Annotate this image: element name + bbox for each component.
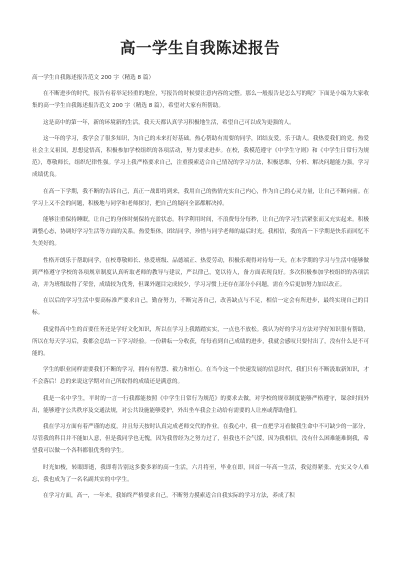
paragraph: 这一年的学习，我学会了很多知识，为自己的未来打好基础。热心帮助有需要的同学，团结友爱，乐于助人。我热爱我们的党，热爱社会主义祖国，思想觉悟高，积极参加学校组织的各项活动，努力要求进步。在校，我模范遵守《中学生守则》和《中学生日常行为规范》，尊敬师长，组织纪律性强。学习上我严格要求自己，注重摸索适合自己情况的学习方法，积极思维，分析、解决问题能力强，学习成绩优良。 (32, 135, 369, 179)
paragraph: 性格开朗乐于帮助同学，在校尊敬师长、热爱班级、品德端正、热爱劳动，积极乐观得对待每一天。在本学期的学习与生活中能够做到严格遵守学校的各项规章制度认真听取老师的教导与建议，严以律己，宽以待人，备方面表现良好。多次积极参加学校组织的各项活动，并为班级取得了荣誉，成绩较为优秀，但课外题目完成较少，学习习惯上还存在部分小问题，需在今后更加努力加以改正。 (32, 257, 369, 289)
paragraph: 我觉得高中生的首要任务还是学好文化知识，所以在学习上我踏踏实实，一点也不放松。我认为好的学习方法对学好知识很有帮助，所以在每天学习后，我都会总结一下学习经验。一份耕耘一分收获，每每看到自己成绩的进步，我就会感叹只要付出了，没有什么是不可能的。 (32, 326, 369, 358)
paragraph: 我是一名中学生，平时的一言一行我都能按照《中学生日常行为规范》的要求去做，对学校的规章制度能够严格遵守，课余时间外出，能够遵守公共秩序及交通法规，对公共设施能够爱护，外出坐车我会主动给有需要的人让座或帮助他们。 (32, 395, 369, 414)
paragraph: 高一学生自我陈述报告范文 200 字（精选 8 篇） (32, 75, 155, 81)
document-title: 高一学生自我陈述报告 (119, 39, 280, 57)
paragraph: 在高一下学期，我不断的告诉自己，真正一战即将到来，我用自己的热情充实自己内心，作为自己的心灵力量，让自己不断向前。在学习上又不会的问题，积极地与同学和老师探讨，把自己的疑问全部都解决掉。 (32, 188, 369, 207)
paragraph: 在学习方面，高一，一年来，我始终严格要求自己，不断努力摸索适合自我实际的学习方法，养成了积 (43, 493, 295, 500)
paragraph: 时光如梭，转眼即逝，我即将告别这多姿多彩的高一生活，六月将至，毕业在即，回首一年高一生活，我觉得紧张、充实又令人难忘，我也成为了一名名副其实的中学生。 (32, 464, 369, 483)
paragraph: 我在学习方面有着严谨的态度，并且每天按时认真完成老师交代的作业。在我心中，我一直把学习看做我生命中不可缺少的一部分，尽管我的科目并不能如人意，但是我同学也无愧，因为我曾经为之努力过了，但我也不会气馁，因为我相信，没有什么困难能难倒我，希望我可以做一个各科都很优秀的学生。 (32, 424, 369, 455)
paragraph: 在以后的学习生活中要高标准严要求自己，勤奋努力，不断完善自己，改善缺点与不足，相信一定会有所进步，最终实现自己的目标。 (32, 298, 369, 317)
paragraph: 这是高中的第一年，新的环境新的生活，我天天都认真学习积极地生活，希望自己可以成为更强的人。 (43, 119, 295, 126)
paragraph: 能够注重保持睡眠，让自己的身体时刻保持充盈状态。科学利用时间，不浪费每分每秒，让自己的学习生活紧张而又充实起来。积极调整心态，协调好学习生活等方面的关系。热爱集体，团结同学，珍惜与同学老师的最后时光。我相信，我的高一下学期是快乐而回忆不失美好的。 (32, 217, 369, 248)
paragraph: 学生的职业同样需要我们不断的学习，拥有有智慧、毅力和恒心。在当今这一个快速发展的信息时代，我们只有不断汲取新知识，才不会落后！总的来说这学期对自己所取得的成绩还是满意的。 (32, 367, 369, 386)
document-body (32, 72, 369, 506)
paragraph: 在不断进步的时代，报告有着举足轻重的地位，写报告的时候要注意内容的完整。那么一般报告是怎么写的呢？下面是小编为大家收集的高一学生自我陈述报告范文 200 字（精选 8 篇），希望对大家有所帮助。 (32, 91, 369, 110)
